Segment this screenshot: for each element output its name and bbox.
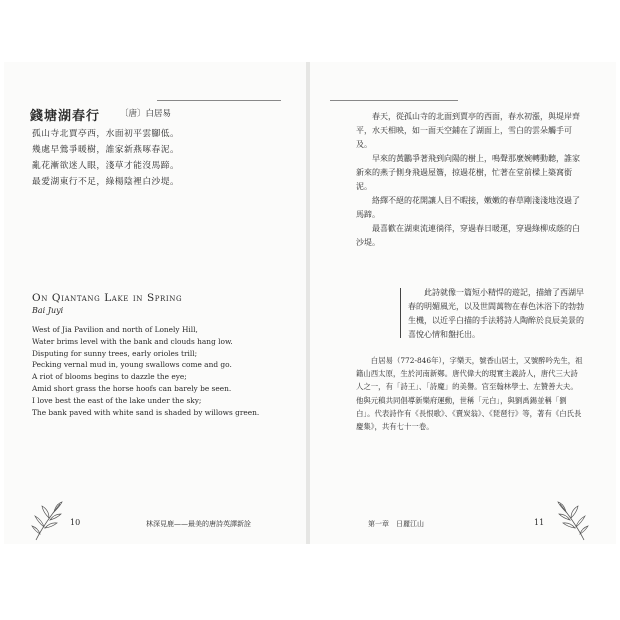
poem-title: 錢塘湖春行 xyxy=(30,109,101,124)
translation-line: I love best the east of the lake under the sky; xyxy=(32,395,202,405)
poem-heading xyxy=(30,105,290,124)
translation-line: A riot of blooms begins to dazzle the eye; xyxy=(32,372,187,382)
left-running-head: 林深見鹿——最美的唐詩英譯新詮 xyxy=(146,520,251,528)
translation-line: Amid short grass the horse hoofs can barely be seen. xyxy=(32,383,232,393)
poem-lines xyxy=(32,126,179,190)
translation-author: Bai Juyi xyxy=(32,306,64,315)
poem-dynasty-author: 〔唐〕白居易 xyxy=(120,109,172,119)
modern-translation xyxy=(356,110,584,250)
translation-title: On Qiantang Lake in Spring xyxy=(32,292,183,304)
translation-line: Disputing for sunny trees, early orioles trill; xyxy=(32,348,198,358)
translation-line: West of Jia Pavilion and north of Lonely Hill, xyxy=(32,325,198,334)
translation-line: Water brims level with the bank and clouds hang low. xyxy=(32,336,233,346)
author-bio: 白居易（772-846年），字樂天，號香山居士，又號醉吟先生，祖籍山西太原，生於河南新鄭。唐代偉大的現實主義詩人，唐代三大詩人之一，有「詩王」、「詩魔」的美譽。官至翰林學士、左贊善大夫。他與元稹共同倡導新樂府運動，世稱「元白」，與劉禹錫並稱「劉白」。代表詩作有《長恨歌》、《賣炭翁》、《琵琶行》等，著有《白氏長慶集》，共有七十一卷。 xyxy=(356,356,583,432)
poem-line: 孤山寺北賈亭西，水面初平雲腳低。 xyxy=(32,129,180,139)
translation-paragraph: 最喜歡在湖東流連徜徉，穿過春日暖運，穿過綠柳成蔭的白沙堤。 xyxy=(356,224,580,247)
right-page-number: 11 xyxy=(534,518,545,527)
translation-line: Pecking vernal mud in, young swallows come and go. xyxy=(32,360,232,370)
poem-line: 幾處早鶯爭暖樹，誰家新燕啄春泥。 xyxy=(32,145,180,155)
commentary: 此詩就像一篇短小精悍的遊記，描繪了西湖早春的明媚風光，以及世間萬物在春色沐浴下的勃勃生機，以近乎白描的手法將詩人陶醉於良辰美景的喜悅心情和盤托出。 xyxy=(408,288,584,339)
left-page-number: 10 xyxy=(70,518,81,527)
translation-paragraph: 春天，從孤山寺的北面到賈亭的西面，春水初漲，與堤岸齊平，水天相映，如一面天空鋪在了湖面上，雪白的雲朵觸手可及。 xyxy=(356,112,580,149)
poem-line: 亂花漸欲迷人眼，淺草才能沒馬蹄。 xyxy=(32,161,180,171)
leaf-sprig-icon xyxy=(554,500,590,542)
right-running-head: 第一章 日麗江山 xyxy=(368,520,424,528)
poem-line: 最愛湖東行不足，綠楊陰裡白沙堤。 xyxy=(32,177,180,187)
commentary-bar xyxy=(400,288,401,338)
translation-paragraph: 絡繹不絕的花開讓人目不暇接，嫩嫩的春草剛淺淺地沒過了馬蹄。 xyxy=(356,196,580,219)
left-top-rule xyxy=(157,100,281,101)
translation-line: The bank paved with white sand is shaded by willows green. xyxy=(32,407,260,417)
translation-lines xyxy=(32,324,259,418)
leaf-sprig-icon xyxy=(30,500,66,542)
right-top-rule xyxy=(330,100,458,101)
translation-paragraph: 早來的黃鸝爭著飛到向陽的樹上，鳴聲那麼婉轉動聽，誰家新來的燕子側身飛過屋簷，掠過花樹，忙著在堂前樑上築窩銜泥。 xyxy=(356,154,580,191)
